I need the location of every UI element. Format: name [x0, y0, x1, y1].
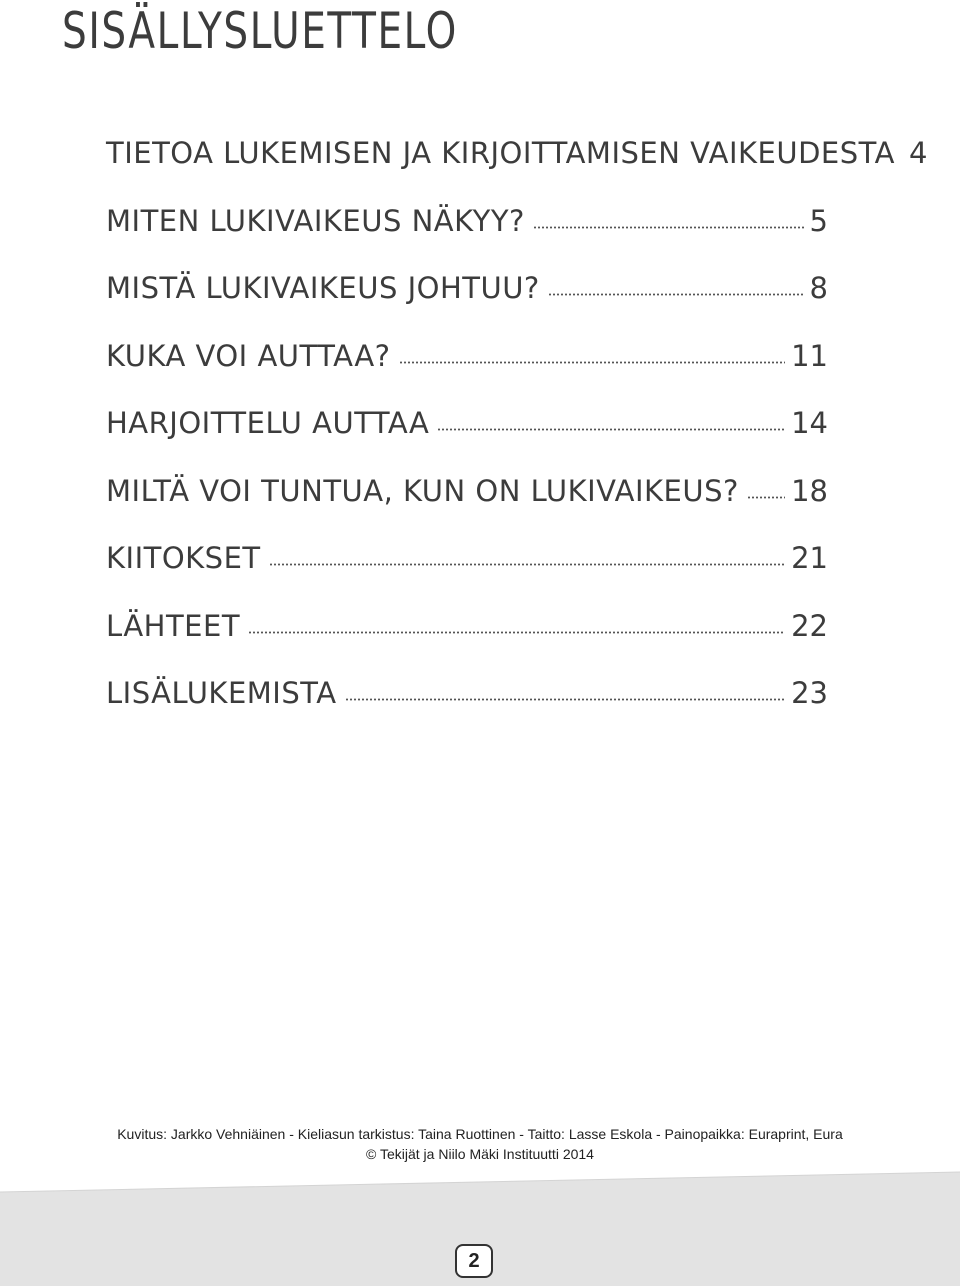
- copyright-line: © Tekijät ja Niilo Mäki Instituutti 2014: [366, 1146, 594, 1162]
- toc-entry[interactable]: [106, 676, 828, 744]
- toc-entry[interactable]: [106, 474, 828, 542]
- toc-entry[interactable]: [106, 339, 828, 407]
- toc-entry-title: KIITOKSET: [106, 541, 261, 575]
- toc-entry-title: MITEN LUKIVAIKEUS NÄKYY?: [106, 203, 525, 238]
- toc-leader-dots: [248, 609, 785, 634]
- credits: [0, 1124, 960, 1164]
- toc-leader-dots: [548, 271, 804, 296]
- toc-leader-dots: [437, 406, 785, 431]
- toc-entry-page: 5: [809, 203, 828, 238]
- toc-entry-title: LISÄLUKEMISTA: [106, 676, 337, 710]
- toc-entry-page: 14: [791, 406, 828, 440]
- toc-entry-page: 23: [791, 676, 828, 710]
- toc-entry-title: TIETOA LUKEMISEN JA KIRJOITTAMISEN VAIKEUDESTA: [106, 136, 895, 170]
- credits-line: Kuvitus: Jarkko Vehniäinen - Kieliasun tarkistus: Taina Ruottinen - Taitto: Lasse Eskola - Painopaikka: Euraprint, Eura: [117, 1126, 843, 1142]
- toc-entry[interactable]: [106, 136, 928, 204]
- toc-entry[interactable]: [106, 406, 828, 474]
- table-of-contents: [106, 136, 928, 744]
- toc-entry-page: 18: [791, 473, 828, 508]
- toc-entry[interactable]: [106, 609, 828, 677]
- toc-entry-page: 8: [809, 271, 828, 305]
- toc-entry-page: 21: [791, 541, 828, 575]
- toc-leader-dots: [747, 474, 785, 499]
- toc-entry[interactable]: [106, 541, 828, 609]
- toc-entry[interactable]: [106, 204, 828, 272]
- toc-entry-page: 4: [908, 136, 928, 170]
- toc-entry-title: MILTÄ VOI TUNTUA, KUN ON LUKIVAIKEUS?: [106, 473, 739, 508]
- toc-entry[interactable]: [106, 271, 828, 339]
- toc-entry-title: MISTÄ LUKIVAIKEUS JOHTUU?: [106, 271, 540, 305]
- toc-leader-dots: [399, 339, 786, 364]
- page-title: SISÄLLYSLUETTELO: [62, 2, 458, 60]
- toc-entry-page: 11: [791, 338, 828, 373]
- page-number: 2: [455, 1244, 493, 1278]
- toc-leader-dots: [345, 676, 786, 701]
- toc-entry-page: 22: [791, 608, 828, 643]
- toc-entry-title: KUKA VOI AUTTAA?: [106, 338, 391, 373]
- toc-leader-dots: [533, 204, 804, 229]
- toc-entry-title: HARJOITTELU AUTTAA: [106, 406, 430, 440]
- toc-leader-dots: [269, 541, 785, 566]
- toc-entry-title: LÄHTEET: [106, 608, 241, 643]
